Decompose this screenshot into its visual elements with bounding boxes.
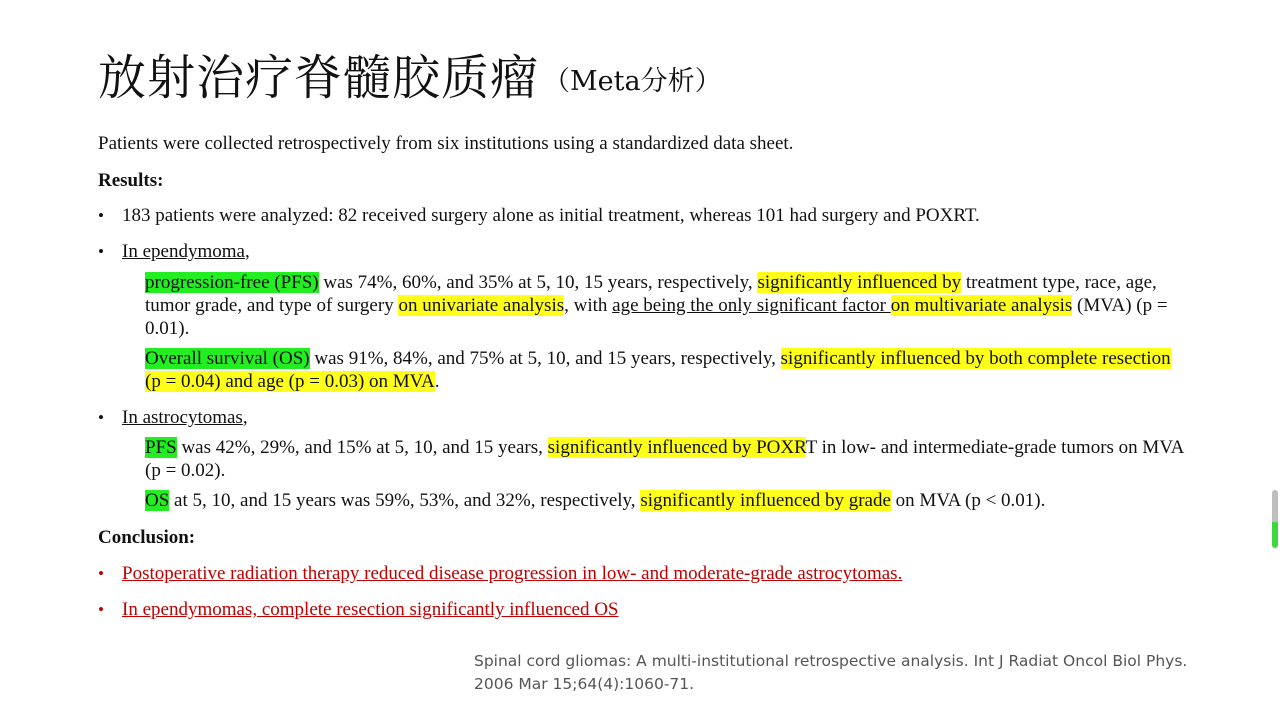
- title-subtitle: （Meta分析）: [543, 66, 722, 97]
- bullet-marker-red: •: [98, 600, 104, 619]
- text-run: was 42%, 29%, and 15% at 5, 10, and 15 years,: [176, 437, 548, 458]
- conclusion-item-2: In ependymomas, complete resection significantly influenced OS: [122, 599, 619, 620]
- scrollbar-thumb[interactable]: [1272, 490, 1278, 548]
- astrocytoma-heading-text: In astrocytomas: [122, 407, 243, 428]
- highlight-yellow: on univariate analysis: [398, 295, 565, 316]
- highlight-yellow: significantly influenced by both complete resection (p = 0.04) and age (p = 0.03) on MVA: [145, 348, 1171, 392]
- highlight-yellow: on multivariate analysis: [890, 295, 1073, 316]
- text-run: T in low- and intermediate-grade tumors on MVA (p = 0.02).: [145, 437, 1184, 481]
- highlight-yellow: significantly influenced by POXR: [547, 437, 806, 458]
- conclusion-item-1: Postoperative radiation therapy reduced disease progression in low- and moderate-grade astrocytomas.: [122, 563, 903, 584]
- bullet-marker: •: [98, 206, 104, 225]
- ependymoma-heading-comma: ,: [244, 241, 250, 262]
- text-run: , with: [564, 295, 613, 316]
- bullet-marker: •: [98, 408, 104, 427]
- results-heading: Results:: [98, 170, 164, 191]
- text-run: was 74%, 60%, and 35% at 5, 10, 15 years, respectively,: [318, 272, 758, 293]
- title-main: 放射治疗脊髓胶质瘤: [98, 50, 540, 106]
- underlined-text: age being the only significant factor: [612, 295, 891, 316]
- highlight-yellow: significantly influenced by grade: [640, 490, 891, 511]
- ependymoma-heading: [122, 240, 250, 263]
- slide-title: [98, 50, 722, 106]
- astrocytoma-heading-comma: ,: [242, 407, 248, 428]
- bullet-marker: •: [98, 242, 104, 261]
- ependymoma-os-paragraph: [145, 347, 1185, 393]
- highlight-green: Overall survival (OS): [145, 348, 310, 369]
- bullet-marker-red: •: [98, 564, 104, 583]
- text-run: .: [434, 371, 440, 392]
- text-run: (MVA) (p = 0.01).: [145, 295, 1168, 339]
- ependymoma-pfs-paragraph: [145, 271, 1185, 340]
- conclusion-heading: Conclusion:: [98, 527, 196, 548]
- highlight-green: progression-free (PFS): [145, 272, 319, 293]
- intro-text: Patients were collected retrospectively from six institutions using a standardized data sheet.: [98, 133, 794, 154]
- astrocytoma-heading: [122, 406, 248, 429]
- text-run: at 5, 10, and 15 years was 59%, 53%, and 32%, respectively,: [169, 490, 641, 511]
- highlight-green: PFS: [145, 437, 177, 458]
- ependymoma-heading-text: In ependymoma: [122, 241, 245, 262]
- highlight-green: OS: [145, 490, 170, 511]
- highlight-yellow: significantly influenced by: [757, 272, 962, 293]
- astrocytoma-pfs-paragraph: [145, 436, 1185, 482]
- bullet-patients: 183 patients were analyzed: 82 received surgery alone as initial treatment, whereas 101 had surgery and POXRT.: [122, 205, 980, 226]
- text-run: treatment type, race, age, tumor grade, and type of surgery: [145, 272, 1157, 316]
- text-run: was 91%, 84%, and 75% at 5, 10, and 15 years, respectively,: [309, 348, 781, 369]
- citation: Spinal cord gliomas: A multi-institutional retrospective analysis. Int J Radiat Oncol Biol Phys. 2006 Mar 15;64(4):1060-71.: [474, 652, 1188, 693]
- text-run: on MVA (p < 0.01).: [890, 490, 1046, 511]
- astrocytoma-os-paragraph: [145, 489, 1185, 512]
